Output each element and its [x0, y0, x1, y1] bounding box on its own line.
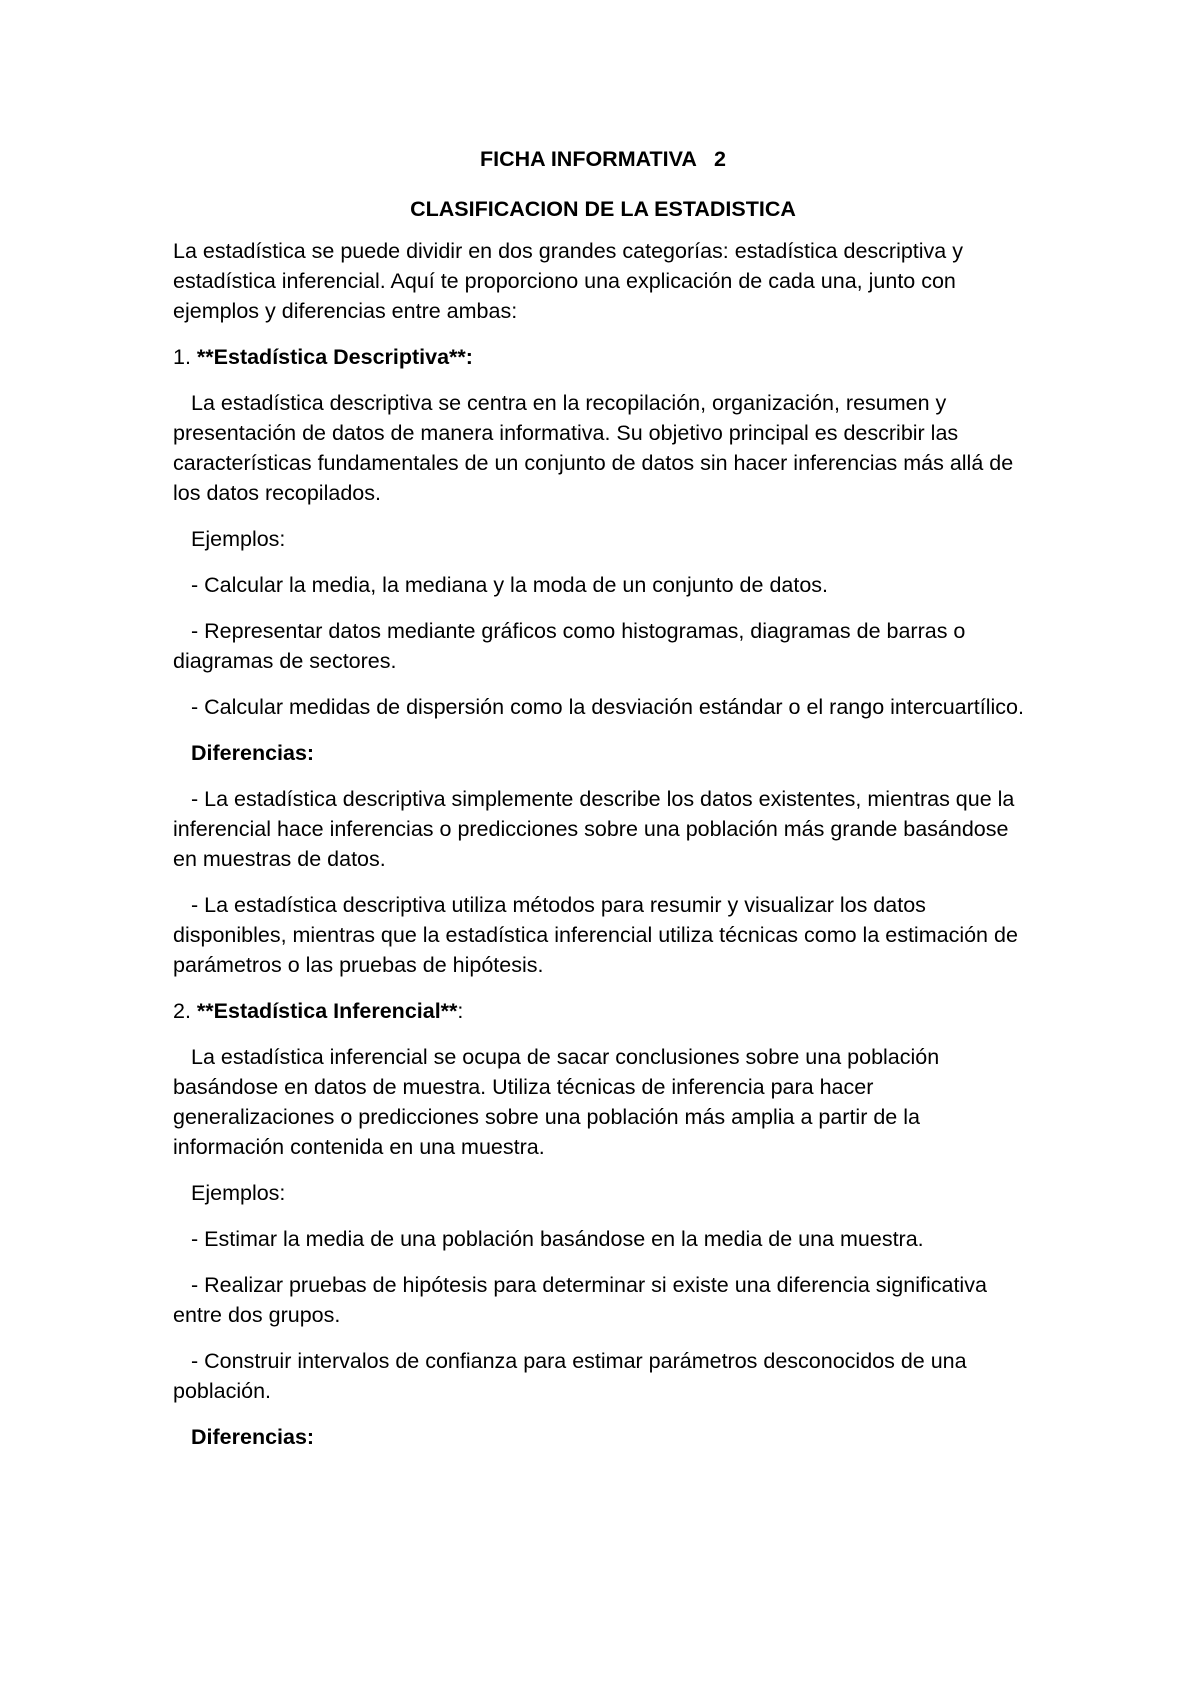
section1-number: 1. [173, 345, 197, 369]
section1-body: La estadística descriptiva se centra en la recopilación, organización, resumen y presentación de datos de manera informativa. Su objetivo principal es describir las características fundamentales de un conjunto de datos sin hacer inferencias más allá de los datos recopilados. [173, 391, 1014, 505]
page-subtitle: CLASIFICACION DE LA ESTADISTICA [410, 197, 796, 221]
section1-difference-item: - La estadística descriptiva simplemente describe los datos existentes, mientras que la inferencial hace inferencias o predicciones sobre una población más grande basándose en muestras de datos. [173, 787, 1015, 871]
section2-heading [173, 996, 1033, 1026]
section1-examples-label: Ejemplos: [191, 527, 286, 551]
section2-heading-text: **Estadística Inferencial** [196, 999, 458, 1023]
section2-example-item: - Construir intervalos de confianza para estimar parámetros desconocidos de una población. [173, 1349, 967, 1403]
section1-example-item: - Calcular la media, la mediana y la moda de un conjunto de datos. [191, 573, 829, 597]
intro-paragraph: La estadística se puede dividir en dos grandes categorías: estadística descriptiva y estadística inferencial. Aquí te proporciono una explicación de cada una, junto con ejemplos y diferencias entre ambas: [173, 239, 963, 323]
section2-number: 2. [173, 999, 197, 1023]
section1-example-item: - Calcular medidas de dispersión como la desviación estándar o el rango intercuartílico. [191, 695, 1024, 719]
section1-difference-item: - La estadística descriptiva utiliza métodos para resumir y visualizar los datos disponibles, mientras que la estadística inferencial utiliza técnicas como la estimación de parámetros o las pruebas de hipótesis. [173, 893, 1018, 977]
section1-differences-label: Diferencias: [191, 741, 315, 765]
section2-differences-label: Diferencias: [191, 1425, 315, 1449]
section1-heading-text: **Estadística Descriptiva**: [196, 345, 473, 369]
section2-heading-suffix: : [457, 999, 464, 1023]
section2-example-item: - Realizar pruebas de hipótesis para determinar si existe una diferencia significativa entre dos grupos. [173, 1273, 987, 1327]
section2-examples-label: Ejemplos: [191, 1181, 286, 1205]
page-title: FICHA INFORMATIVA 2 [479, 147, 727, 171]
document-content [173, 144, 1033, 1468]
section1-heading [173, 342, 1033, 372]
section1-example-item: - Representar datos mediante gráficos como histogramas, diagramas de barras o diagramas de sectores. [173, 619, 966, 673]
section2-body: La estadística inferencial se ocupa de sacar conclusiones sobre una población basándose en datos de muestra. Utiliza técnicas de inferencia para hacer generalizaciones o predicciones sobre una población más amplia a partir de la información contenida en una muestra. [173, 1045, 940, 1159]
section2-example-item: - Estimar la media de una población basándose en la media de una muestra. [191, 1227, 924, 1251]
